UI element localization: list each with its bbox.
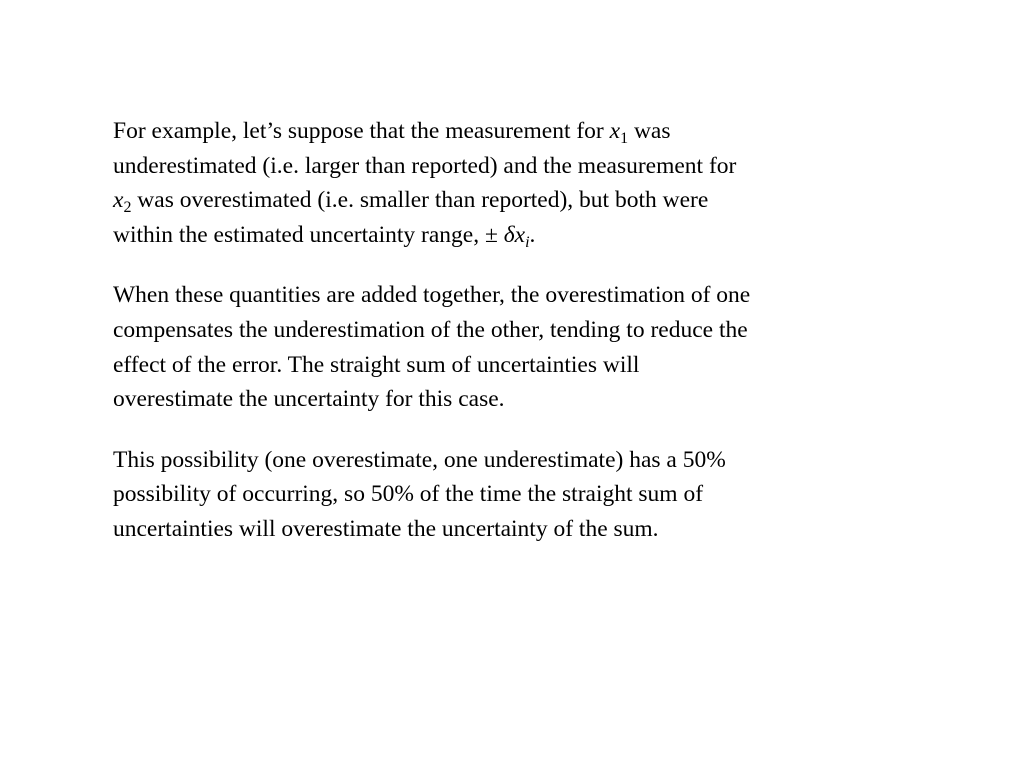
paragraph-1-line-4 bbox=[113, 218, 913, 253]
paragraph-3 bbox=[113, 443, 913, 547]
subscript: i bbox=[525, 233, 530, 251]
text-run: was bbox=[628, 118, 671, 144]
text-run: was overestimated (i.e. smaller than reported), but both were bbox=[131, 187, 709, 214]
paragraph-1 bbox=[113, 114, 913, 252]
delta-symbol: δ bbox=[503, 221, 515, 248]
paragraph-1-line-3 bbox=[113, 183, 913, 218]
subscript: 1 bbox=[620, 130, 629, 148]
text-run: For example, let’s suppose that the measurement for bbox=[113, 118, 610, 144]
paragraph-3-line-2: possibility of occurring, so 50% of the time the straight sum of bbox=[113, 481, 704, 508]
text-run: . bbox=[529, 221, 536, 248]
paragraph-2-line-4: overestimate the uncertainty for this case. bbox=[113, 386, 505, 413]
paragraph-2-line-3: effect of the error. The straight sum of uncertainties will bbox=[113, 351, 640, 378]
paragraph-3-line-1: This possibility (one overestimate, one underestimate) has a 50% bbox=[113, 446, 726, 473]
slide-body bbox=[113, 114, 913, 573]
paragraph-1-line-2: underestimated (i.e. larger than reported) and the measurement for bbox=[113, 152, 737, 179]
paragraph-1-line-1 bbox=[113, 114, 913, 149]
text-run: within the estimated uncertainty range, ± bbox=[113, 221, 504, 248]
variable-x: x bbox=[113, 187, 124, 214]
variable-x: x bbox=[609, 118, 621, 144]
variable-x: x bbox=[514, 221, 526, 248]
paragraph-2-line-2: compensates the underestimation of the other, tending to reduce the bbox=[113, 316, 748, 343]
subscript: 2 bbox=[123, 199, 132, 217]
paragraph-2-line-1: When these quantities are added together, the overestimation of one bbox=[113, 282, 751, 309]
paragraph-2 bbox=[113, 278, 913, 416]
paragraph-3-line-3: uncertainties will overestimate the uncertainty of the sum. bbox=[113, 515, 659, 542]
